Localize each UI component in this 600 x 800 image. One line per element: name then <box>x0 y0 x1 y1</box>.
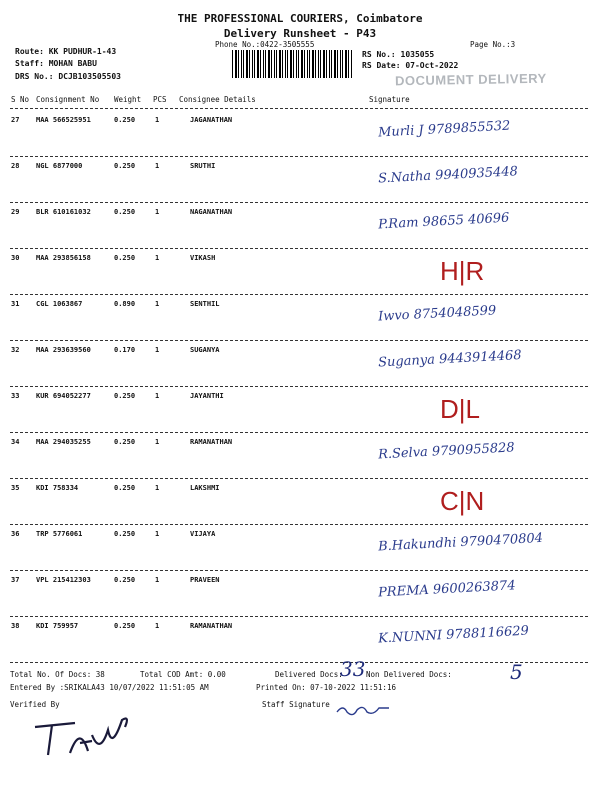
row-consignment-no: MAA 294035255 <box>36 438 91 446</box>
row-sno: 29 <box>11 208 20 216</box>
row-divider <box>10 478 588 479</box>
row-sno: 33 <box>11 392 20 400</box>
row-divider <box>10 432 588 433</box>
barcode-image <box>232 50 352 78</box>
non-delivered-docs-label: Non Delivered Docs: <box>366 670 452 679</box>
row-consignment-no: KDI 758334 <box>36 484 79 492</box>
rs-date: RS Date: 07-Oct-2022 <box>362 61 459 70</box>
row-consignment-no: NGL 6877000 <box>36 162 83 170</box>
verified-by-signature <box>30 705 140 760</box>
row-sno: 35 <box>11 484 20 492</box>
row-consignee: PRAVEEN <box>190 576 220 584</box>
row-divider <box>10 202 588 203</box>
row-sno: 38 <box>11 622 20 630</box>
total-cod: Total COD Amt: 0.00 <box>140 670 226 679</box>
row-signature: H|R <box>440 256 485 286</box>
row-consignee: SUGANYA <box>190 346 220 354</box>
row-weight: 0.250 <box>114 254 136 262</box>
row-weight: 0.250 <box>114 530 136 538</box>
row-sno: 31 <box>11 300 20 308</box>
row-weight: 0.250 <box>114 392 136 400</box>
row-weight: 0.250 <box>114 438 136 446</box>
row-pcs: 1 <box>155 162 160 170</box>
row-signature: PREMA 9600263874 <box>377 578 516 601</box>
row-consignment-no: MAA 566525951 <box>36 116 91 124</box>
row-divider <box>10 616 588 617</box>
row-consignment-no: BLR 610161032 <box>36 208 91 216</box>
row-weight: 0.250 <box>114 162 136 170</box>
row-consignee: NAGANATHAN <box>190 208 233 216</box>
row-pcs: 1 <box>155 300 160 308</box>
row-divider <box>10 294 588 295</box>
row-consignee: JAYANTHI <box>190 392 224 400</box>
row-signature: D|L <box>440 394 480 424</box>
col-consignment: Consignment No <box>36 95 100 104</box>
row-pcs: 1 <box>155 208 160 216</box>
row-signature: K.NUNNI 9788116629 <box>377 623 530 647</box>
row-consignee: SRUTHI <box>190 162 216 170</box>
row-pcs: 1 <box>155 576 160 584</box>
row-sno: 27 <box>11 116 20 124</box>
row-consignee: JAGANATHAN <box>190 116 233 124</box>
row-divider <box>10 524 588 525</box>
verified-by-label: Verified By <box>10 700 60 709</box>
col-weight: Weight <box>114 95 142 104</box>
row-signature: C|N <box>440 486 485 516</box>
row-pcs: 1 <box>155 116 160 124</box>
row-weight: 0.250 <box>114 576 136 584</box>
row-signature: Murli J 9789855532 <box>377 118 511 141</box>
row-sno: 32 <box>11 346 20 354</box>
row-weight: 0.250 <box>114 208 136 216</box>
row-pcs: 1 <box>155 392 160 400</box>
row-consignment-no: VPL 215412303 <box>36 576 91 584</box>
row-signature: R.Selva 9790955828 <box>377 440 515 463</box>
staff-signature-label: Staff Signature <box>262 700 330 709</box>
delivered-docs-label: Delivered Docs: <box>275 670 343 679</box>
row-divider <box>10 340 588 341</box>
row-divider <box>10 662 588 663</box>
company-title: THE PROFESSIONAL COURIERS, Coimbatore <box>177 12 423 25</box>
col-pcs: PCS <box>153 95 167 104</box>
row-consignee: RAMANATHAN <box>190 622 233 630</box>
entered-by: Entered By :SRIKALA43 10/07/2022 11:51:05 AM <box>10 683 209 692</box>
row-divider <box>10 570 588 571</box>
row-signature: Iwvo 8754048599 <box>377 303 497 325</box>
row-divider <box>10 386 588 387</box>
staff-signature-scribble <box>335 700 395 720</box>
row-pcs: 1 <box>155 530 160 538</box>
row-consignment-no: TRP 5776061 <box>36 530 83 538</box>
row-sno: 28 <box>11 162 20 170</box>
row-consignment-no: KUR 694052277 <box>36 392 91 400</box>
rs-number: RS No.: 1035055 <box>362 50 435 59</box>
row-signature: B.Hakundhi 9790470804 <box>377 530 544 555</box>
col-signature: Signature <box>369 95 410 104</box>
row-consignment-no: MAA 293639560 <box>36 346 91 354</box>
header-divider <box>10 108 588 109</box>
row-signature: S.Natha 9940935448 <box>377 164 519 187</box>
row-sno: 36 <box>11 530 20 538</box>
staff-label: Staff: MOHAN BABU <box>15 59 97 68</box>
document-delivery-stamp: DOCUMENT DELIVERY <box>394 70 547 89</box>
row-pcs: 1 <box>155 484 160 492</box>
row-sno: 30 <box>11 254 20 262</box>
row-pcs: 1 <box>155 254 160 262</box>
col-consignee: Consignee Details <box>179 95 256 104</box>
row-pcs: 1 <box>155 346 160 354</box>
row-consignment-no: CGL 1063867 <box>36 300 83 308</box>
row-weight: 0.170 <box>114 346 136 354</box>
row-consignee: LAKSHMI <box>190 484 220 492</box>
row-divider <box>10 248 588 249</box>
row-consignee: VIJAYA <box>190 530 216 538</box>
row-pcs: 1 <box>155 622 160 630</box>
row-signature: Suganya 9443914468 <box>377 347 523 371</box>
row-consignment-no: KDI 759957 <box>36 622 79 630</box>
runsheet-title: Delivery Runsheet - P43 <box>223 27 377 40</box>
row-weight: 0.890 <box>114 300 136 308</box>
delivered-docs-handwritten: 33 <box>340 657 366 681</box>
col-sno: S No <box>11 95 30 104</box>
phone-number: Phone No.:0422-3505555 <box>215 40 315 49</box>
drs-number: DRS No.: DCJB103505503 <box>15 72 121 81</box>
route-label: Route: KK PUDHUR-1-43 <box>15 47 117 56</box>
row-signature: P.Ram 98655 40696 <box>377 210 510 233</box>
row-divider <box>10 156 588 157</box>
row-weight: 0.250 <box>114 116 136 124</box>
row-weight: 0.250 <box>114 622 136 630</box>
row-sno: 34 <box>11 438 20 446</box>
page-number: Page No.:3 <box>470 40 516 49</box>
row-consignment-no: MAA 293856158 <box>36 254 91 262</box>
printed-on: Printed On: 07-10-2022 11:51:16 <box>256 683 396 692</box>
non-delivered-docs-handwritten: 5 <box>510 660 523 684</box>
row-consignee: VIKASH <box>190 254 216 262</box>
row-sno: 37 <box>11 576 20 584</box>
row-consignee: SENTHIL <box>190 300 220 308</box>
row-consignee: RAMANATHAN <box>190 438 233 446</box>
total-docs: Total No. Of Docs: 38 <box>10 670 105 679</box>
row-pcs: 1 <box>155 438 160 446</box>
row-weight: 0.250 <box>114 484 136 492</box>
